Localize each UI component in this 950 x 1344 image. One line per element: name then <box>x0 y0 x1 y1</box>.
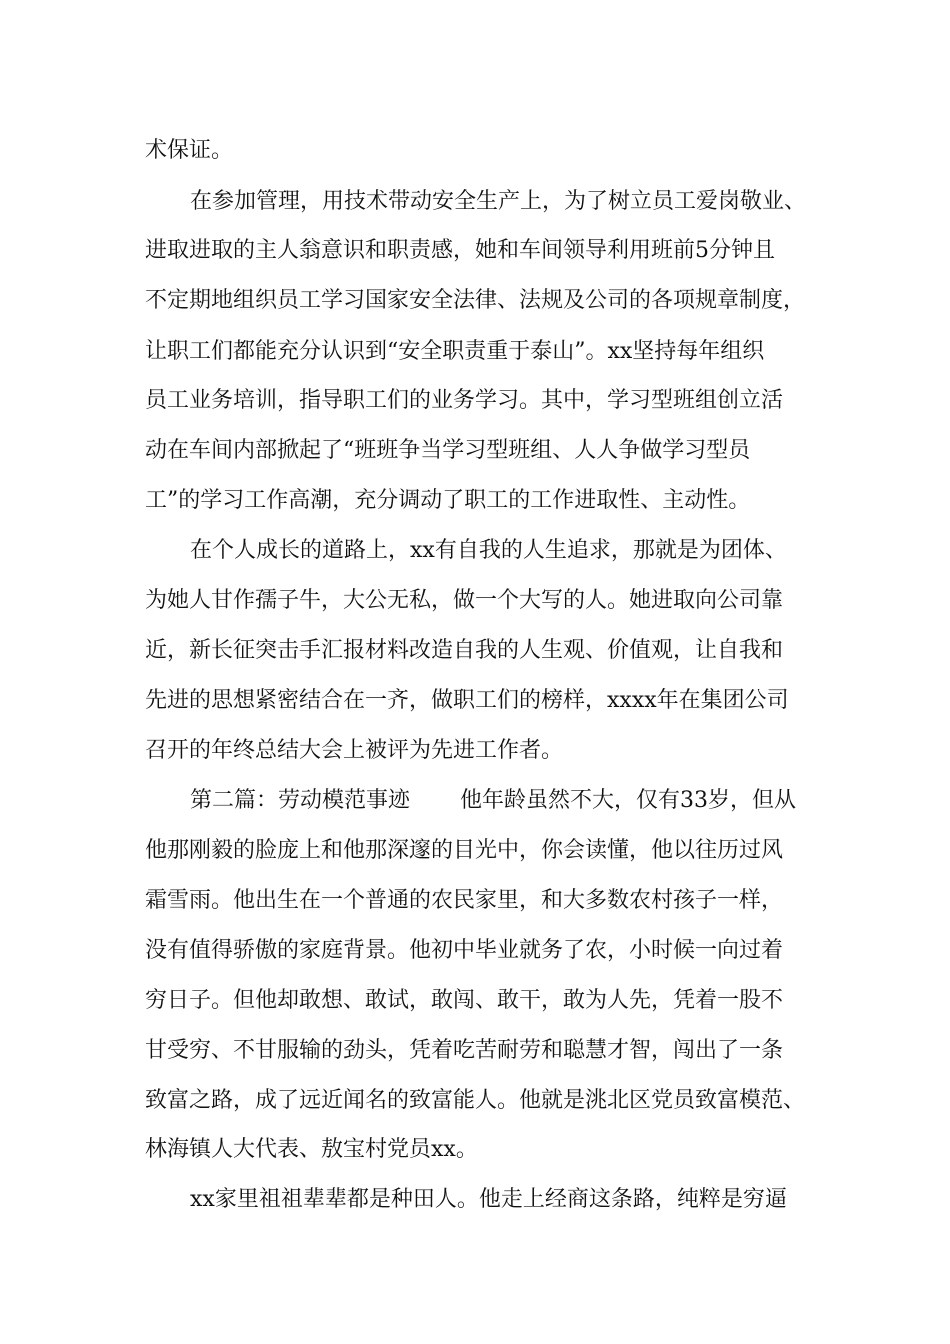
paragraph-4-line-5 <box>0 986 950 1016</box>
text-line: 在个人成长的道路上，xx有自我的人生追求，那就是为团体、 <box>190 538 787 563</box>
paragraph-3-line-3 <box>0 636 950 666</box>
text-line: 没有值得骄傲的家庭背景。他初中毕业就务了农，小时候一向过着 <box>145 938 784 963</box>
paragraph-2-line-4 <box>0 337 950 367</box>
paragraph-3-line-4 <box>0 686 950 716</box>
paragraph-3-line-1 <box>0 536 950 566</box>
text-line: 林海镇人大代表、敖宝村党员xx。 <box>145 1137 478 1162</box>
paragraph-4-line-7 <box>0 1086 950 1116</box>
paragraph-2-line-1 <box>0 187 950 217</box>
paragraph-4-line-6 <box>0 1036 950 1066</box>
paragraph-4-line-2 <box>0 836 950 866</box>
text-line: 不定期地组织员工学习国家安全法律、法规及公司的各项规章制度， <box>145 288 806 313</box>
paragraph-2-line-3 <box>0 286 950 316</box>
paragraph-2-line-5 <box>0 386 950 416</box>
paragraph-1-line-1 <box>0 136 950 166</box>
text-line: 召开的年终总结大会上被评为先进工作者。 <box>145 738 564 763</box>
paragraph-2-line-2 <box>0 236 950 266</box>
paragraph-2-line-6 <box>0 436 950 466</box>
paragraph-3-line-2 <box>0 586 950 616</box>
paragraph-4-line-1 <box>0 786 950 816</box>
paragraph-4-line-4 <box>0 936 950 966</box>
paragraph-4-line-8 <box>0 1135 950 1165</box>
paragraph-4-line-3 <box>0 886 950 916</box>
text-line: 在参加管理，用技术带动安全生产上，为了树立员工爱岗敬业、 <box>190 189 807 214</box>
text-line: 他那刚毅的脸庞上和他那深邃的目光中，你会读懂，他以往历过风 <box>145 838 784 863</box>
text-line: 员工业务培训，指导职工们的业务学习。其中，学习型班组创立活 <box>145 388 784 413</box>
section-heading: 第二篇：劳动模范事迹 <box>190 788 411 813</box>
text-line: 穷日子。但他却敢想、敢试，敢闯、敢干，敢为人先，凭着一股不 <box>145 988 784 1013</box>
text-line: 甘受穷、不甘服输的劲头，凭着吃苦耐劳和聪慧才智，闯出了一条 <box>145 1038 784 1063</box>
text-line: 致富之路，成了远近闻名的致富能人。他就是洮北区党员致富模范、 <box>145 1088 806 1113</box>
text-line: 为她人甘作孺子牛，大公无私，做一个大写的人。她进取向公司靠 <box>145 588 784 613</box>
paragraph-5-line-1 <box>0 1185 950 1215</box>
text-line: 先进的思想紧密结合在一齐，做职工们的榜样，xxxx年在集团公司 <box>145 688 789 713</box>
text-line: 霜雪雨。他出生在一个普通的农民家里，和大多数农村孩子一样， <box>145 888 784 913</box>
text-line: xx家里祖祖辈辈都是种田人。他走上经商这条路，纯粹是穷逼 <box>190 1187 787 1212</box>
text-line: 进取进取的主人翁意识和职责感，她和车间领导利用班前5分钟且 <box>145 238 775 263</box>
text-line: 近，新长征突击手汇报材料改造自我的人生观、价值观，让自我和 <box>145 638 784 663</box>
text-line: 动在车间内部掀起了“班班争当学习型班组、人人争做学习型员 <box>145 438 751 463</box>
paragraph-2-line-7 <box>0 486 950 516</box>
text-line: 术保证。 <box>145 138 234 163</box>
text-line: 他年龄虽然不大，仅有33岁，但从 <box>460 788 796 813</box>
paragraph-3-line-5 <box>0 736 950 766</box>
text-line: 工”的学习工作高潮，充分调动了职工的工作进取性、主动性。 <box>145 488 751 513</box>
text-line: 让职工们都能充分认识到“安全职责重于泰山”。xx坚持每年组织 <box>145 339 765 364</box>
